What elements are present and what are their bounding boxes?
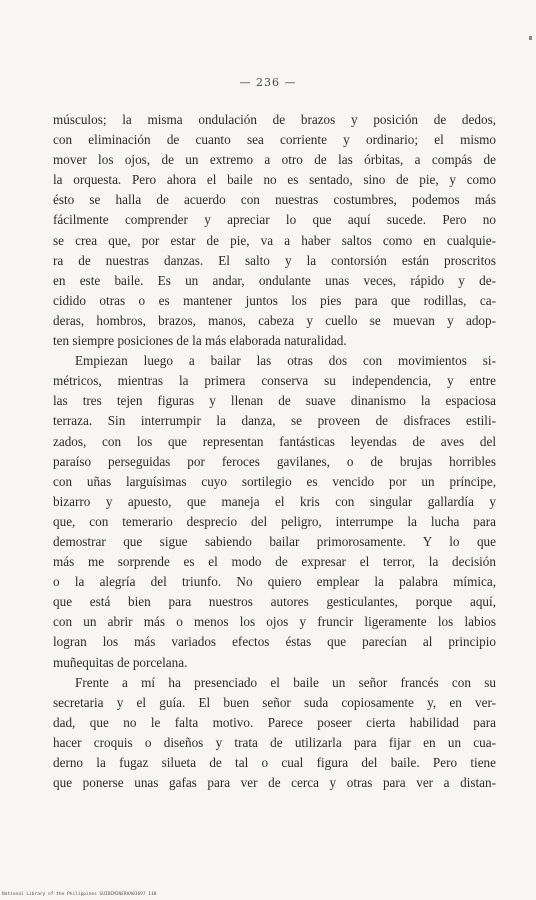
paragraph — [53, 673, 496, 794]
text-line: que ponerse unas gafas para ver de cerca y otras para ver a distan- — [53, 775, 496, 791]
library-footer: National Library of the Philippines GUIDEMINERVA03697 110 — [2, 892, 157, 897]
text-line: métricos, mientras la primera conserva su independencia, y entre — [53, 373, 496, 389]
text-line: en este baile. Es un andar, ondulante unas veces, rápido y de- — [53, 272, 496, 288]
paragraph — [53, 351, 496, 673]
body-text — [53, 110, 496, 793]
text-line: mover los ojos, de un extremo a otro de las órbitas, a compás de — [53, 152, 496, 168]
text-line: zados, con los que representan fantásticas leyendas de aves del — [53, 433, 496, 449]
text-line: que está bien para nuestros autores gesticulantes, porque aquí, — [53, 594, 496, 610]
text-line: bizarro y apuesto, que maneja el kris con singular gallardía y — [53, 493, 496, 509]
text-line: la orquesta. Pero ahora el baile no es sentado, sino de pie, y como — [53, 172, 496, 188]
text-line: con eliminación de cuanto sea corriente y ordinario; el mismo — [53, 132, 496, 148]
text-line: demostrar que sigue sabiendo bailar primorosamente. Y lo que — [53, 533, 496, 549]
margin-mark — [529, 36, 532, 40]
text-line: cidido otras o es mantener juntos los pies para que rodillas, ca- — [53, 292, 496, 308]
text-line: Frente a mí ha presenciado el baile un señor francés con su — [75, 674, 496, 690]
text-line: muñequitas de porcelana. — [53, 654, 188, 670]
text-line: dad, que no le falta motivo. Parece poseer cierta habilidad para — [53, 714, 496, 730]
text-line: deras, hombros, brazos, manos, cabeza y cuello se muevan y adop- — [53, 312, 496, 328]
text-line: más me sorprende es el modo de expresar el terror, la decisión — [53, 554, 496, 570]
text-line: con un abrir más o menos los ojos y fruncir ligeramente los labios — [53, 614, 496, 630]
text-line: ra de nuestras danzas. El salto y la contorsión están proscritos — [53, 252, 496, 268]
text-line: secretaria y el guía. El buen señor suda copiosamente y, en ver- — [53, 694, 496, 710]
page-number: — 236 — — [239, 76, 297, 89]
text-line: derno la fugaz silueta de tal o cual figura del baile. Pero tiene — [53, 755, 496, 770]
text-line: terraza. Sin interrumpir la danza, se proveen de disfraces estili- — [53, 413, 496, 429]
text-line: Empiezan luego a bailar las otras dos con movimientos si- — [75, 353, 496, 369]
text-line: con uñas larguísimas cuyo sortilegio es vencido por un príncipe, — [53, 473, 496, 489]
text-line: paraíso perseguidas por feroces gavilanes, o de brujas horribles — [53, 453, 496, 469]
text-line: músculos; la misma ondulación de brazos y posición de dedos, — [53, 112, 496, 127]
text-line: fácilmente comprender y apreciar lo que aquí sucede. Pero no — [53, 212, 496, 228]
text-line: logran los más variados efectos éstas que parecían al principio — [53, 634, 496, 650]
text-line: ten siempre posiciones de la más elaborada naturalidad. — [53, 333, 347, 349]
text-line: ésto se halla de acuerdo con nuestras costumbres, podemos más — [53, 192, 496, 208]
paragraph — [53, 110, 496, 351]
text-line: las tres tejen figuras y llenan de suave dinanismo la espaciosa — [53, 393, 496, 409]
text-line: que, con temerario desprecio del peligro, interrumpe la lucha para — [53, 513, 496, 529]
text-line: se crea que, por estar de pie, va a haber saltos como en cualquie- — [53, 232, 496, 248]
text-line: o la alegría del triunfo. No quiero emplear la palabra mímica, — [53, 574, 496, 590]
text-line: hacer croquis o diseños y trata de utilizarla para fijar en un cua- — [53, 734, 496, 750]
